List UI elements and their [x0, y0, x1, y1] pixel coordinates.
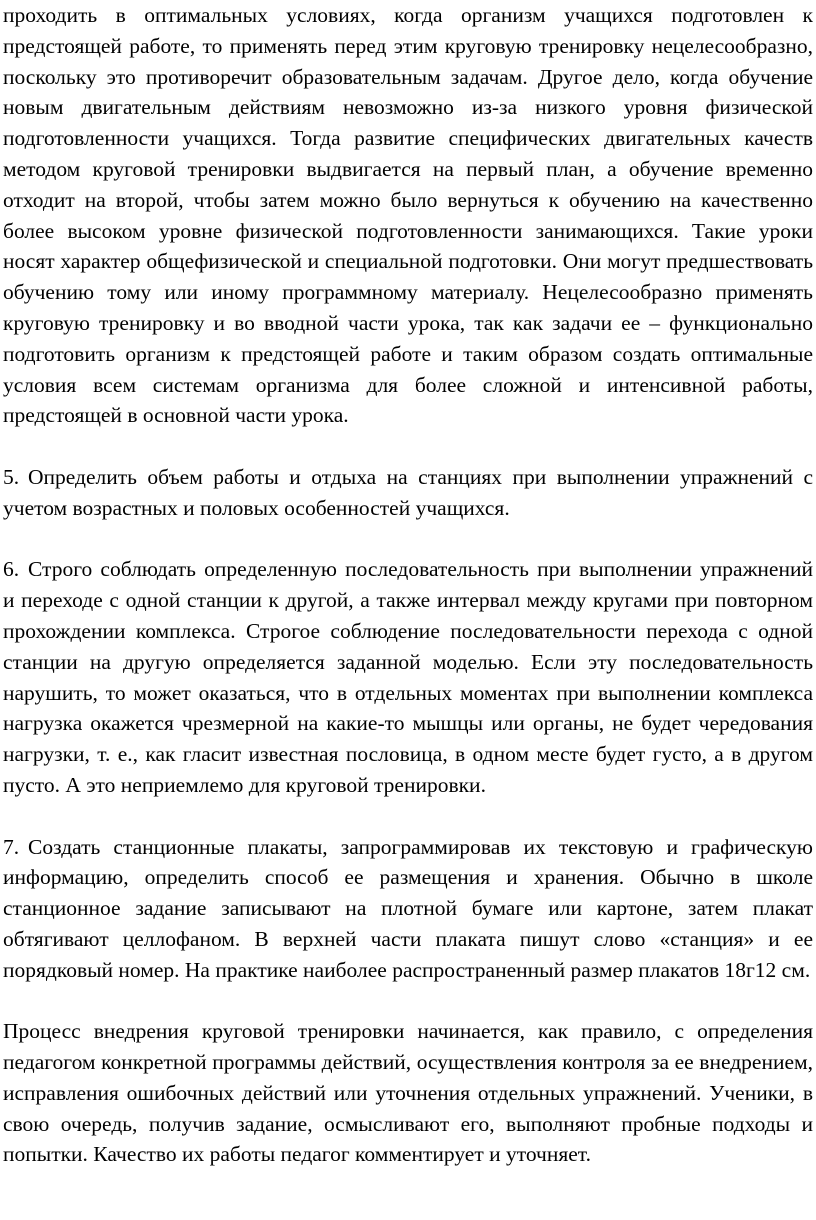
list-item-6-text: Строго соблюдать определенную последовательность при выполнении упражнений и переходе с одной станции к другой, а также интервал между кругами при повторном прохождении комплекса. Строгое соблюдение последовательности перехода с одной станции на другую определяется заданной моделью. Если эту последовательность нарушить, то может оказаться, что в отдельных моментах при выполнении комплекса нагрузка окажется чрезмерной на какие-то мышцы или органы, не будет чередования нагрузки, т. е., как гласит известная пословица, в одном месте будет густо, а в другом пусто. А это неприемлемо для круговой тренировки.: [3, 557, 813, 797]
list-item-7-number: 7.: [3, 834, 20, 859]
list-item-5: [3, 462, 813, 524]
list-item-6-number: 6.: [3, 557, 20, 582]
list-item-5-text: Определить объем работы и отдыха на станциях при выполнении упражнений с учетом возрастных и половых особенностей учащихся.: [3, 464, 813, 520]
paragraph-final: Процесс внедрения круговой тренировки начинается, как правило, с определения педагогом конкретной программы действий, осуществления контроля за ее внедрением, исправления ошибочных действий или уточнения отдельных упражнений. Ученики, в свою очередь, получив задание, осмысливают его, выполняют пробные подходы и попытки. Качество их работы педагог комментирует и уточняет.: [3, 1019, 813, 1167]
list-item-7: [3, 832, 813, 986]
list-item-7-text: Создать станционные плакаты, запрограммировав их текстовую и графическую информацию, определить способ ее размещения и хранения. Обычно в школе станционное задание записывают на плотной бумаге или картоне, затем плакат обтягивают целлофаном. В верхней части плаката пишут слово «станция» и ее порядковый номер. На практике наиболее распространенный размер плакатов 18г12 см.: [3, 834, 813, 982]
paragraph-continuation: проходить в оптимальных условиях, когда организм учащихся подготовлен к предстоящей работе, то применять перед этим круговую тренировку нецелесообразно, поскольку это противоречит образовательным задачам. Другое дело, когда обучение новым двигательным действиям невозможно из-за низкого уровня физической подготовленности учащихся. Тогда развитие специфических двигательных качеств методом круговой тренировки выдвигается на первый план, а обучение временно отходит на второй, чтобы затем можно было вернуться к обучению на качественно более высоком уровне физической подготовленности занимающихся. Такие уроки носят характер общефизической и специальной подготовки. Они могут предшествовать обучению тому или иному программному материалу. Нецелесообразно применять круговую тренировку и во вводной части урока, так как задачи ее – функционально подготовить организм к предстоящей работе и таким образом создать оптимальные условия всем системам организма для более сложной и интенсивной работы, предстоящей в основной части урока.: [3, 3, 813, 428]
list-item-6: [3, 554, 813, 800]
list-item-5-number: 5.: [3, 464, 20, 489]
